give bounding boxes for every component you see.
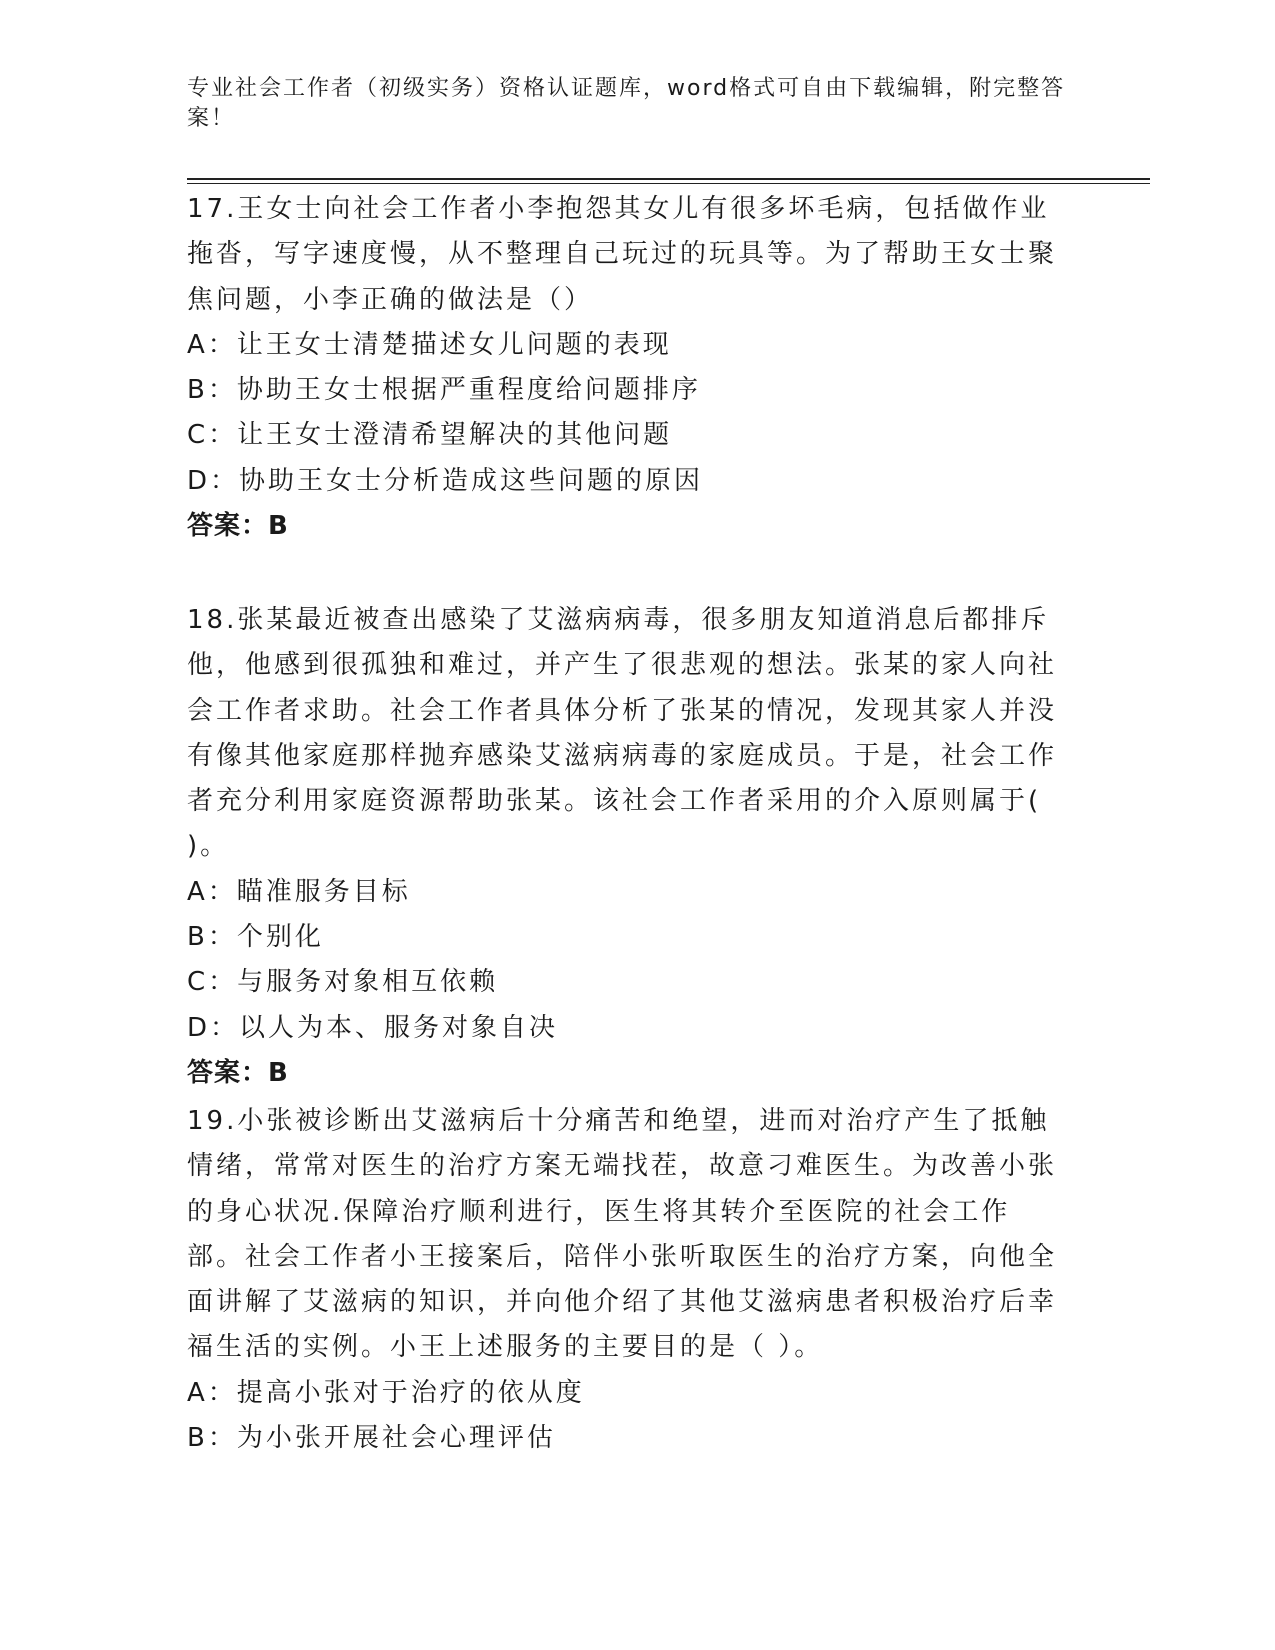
option-c: C：与服务对象相互依赖 — [187, 967, 499, 998]
question-18 — [187, 598, 1067, 1096]
option-b: B：为小张开展社会心理评估 — [187, 1423, 556, 1454]
option-b: B：协助王女士根据严重程度给问题排序 — [187, 375, 701, 406]
option-c: C：让王女士澄清希望解决的其他问题 — [187, 420, 673, 451]
option-a: A：瞄准服务目标 — [187, 876, 411, 907]
answer-label: 答案：B — [187, 511, 289, 542]
answer-label: 答案：B — [187, 1057, 289, 1088]
question-stem: 19.小张被诊断出艾滋病后十分痛苦和绝望，进而对治疗产生了抵触情绪，常常对医生的治疗方案无端找茬，故意刁难医生。为改善小张的身心状况.保障治疗顺利进行，医生将其转介至医院的社会工作部。社会工作者小王接案后，陪伴小张听取医生的治疗方案，向他全面讲解了艾滋病的知识，并向他介绍了其他艾滋病患者积极治疗后幸福生活的实例。小王上述服务的主要目的是（ ）。 — [187, 1106, 1058, 1363]
question-stem: 18.张某最近被查出感染了艾滋病病毒，很多朋友知道消息后都排斥他，他感到很孤独和难过，并产生了很悲观的想法。张某的家人向社会工作者求助。社会工作者具体分析了张某的情况，发现其家人并没有像其他家庭那样抛弃感染艾滋病病毒的家庭成员。于是，社会工作者充分利用家庭资源帮助张某。该社会工作者采用的介入原则属于( )。 — [187, 605, 1058, 862]
option-d: D：协助王女士分析造成这些问题的原因 — [187, 465, 704, 496]
header-divider-thick — [187, 178, 1150, 180]
document-header: 专业社会工作者（初级实务）资格认证题库，word格式可自由下载编辑，附完整答案！ — [187, 76, 1066, 131]
option-a: A：提高小张对于治疗的依从度 — [187, 1377, 585, 1408]
option-d: D：以人为本、服务对象自决 — [187, 1012, 559, 1043]
header-divider-thin — [187, 183, 1150, 184]
question-19 — [187, 1099, 1067, 1461]
question-17 — [187, 187, 1067, 549]
option-b: B：个别化 — [187, 922, 324, 953]
option-a: A：让王女士清楚描述女儿问题的表现 — [187, 329, 672, 360]
question-stem: 17.王女士向社会工作者小李抱怨其女儿有很多坏毛病，包括做作业拖沓，写字速度慢，从不整理自己玩过的玩具等。为了帮助王女士聚焦问题，小李正确的做法是（） — [187, 194, 1058, 315]
